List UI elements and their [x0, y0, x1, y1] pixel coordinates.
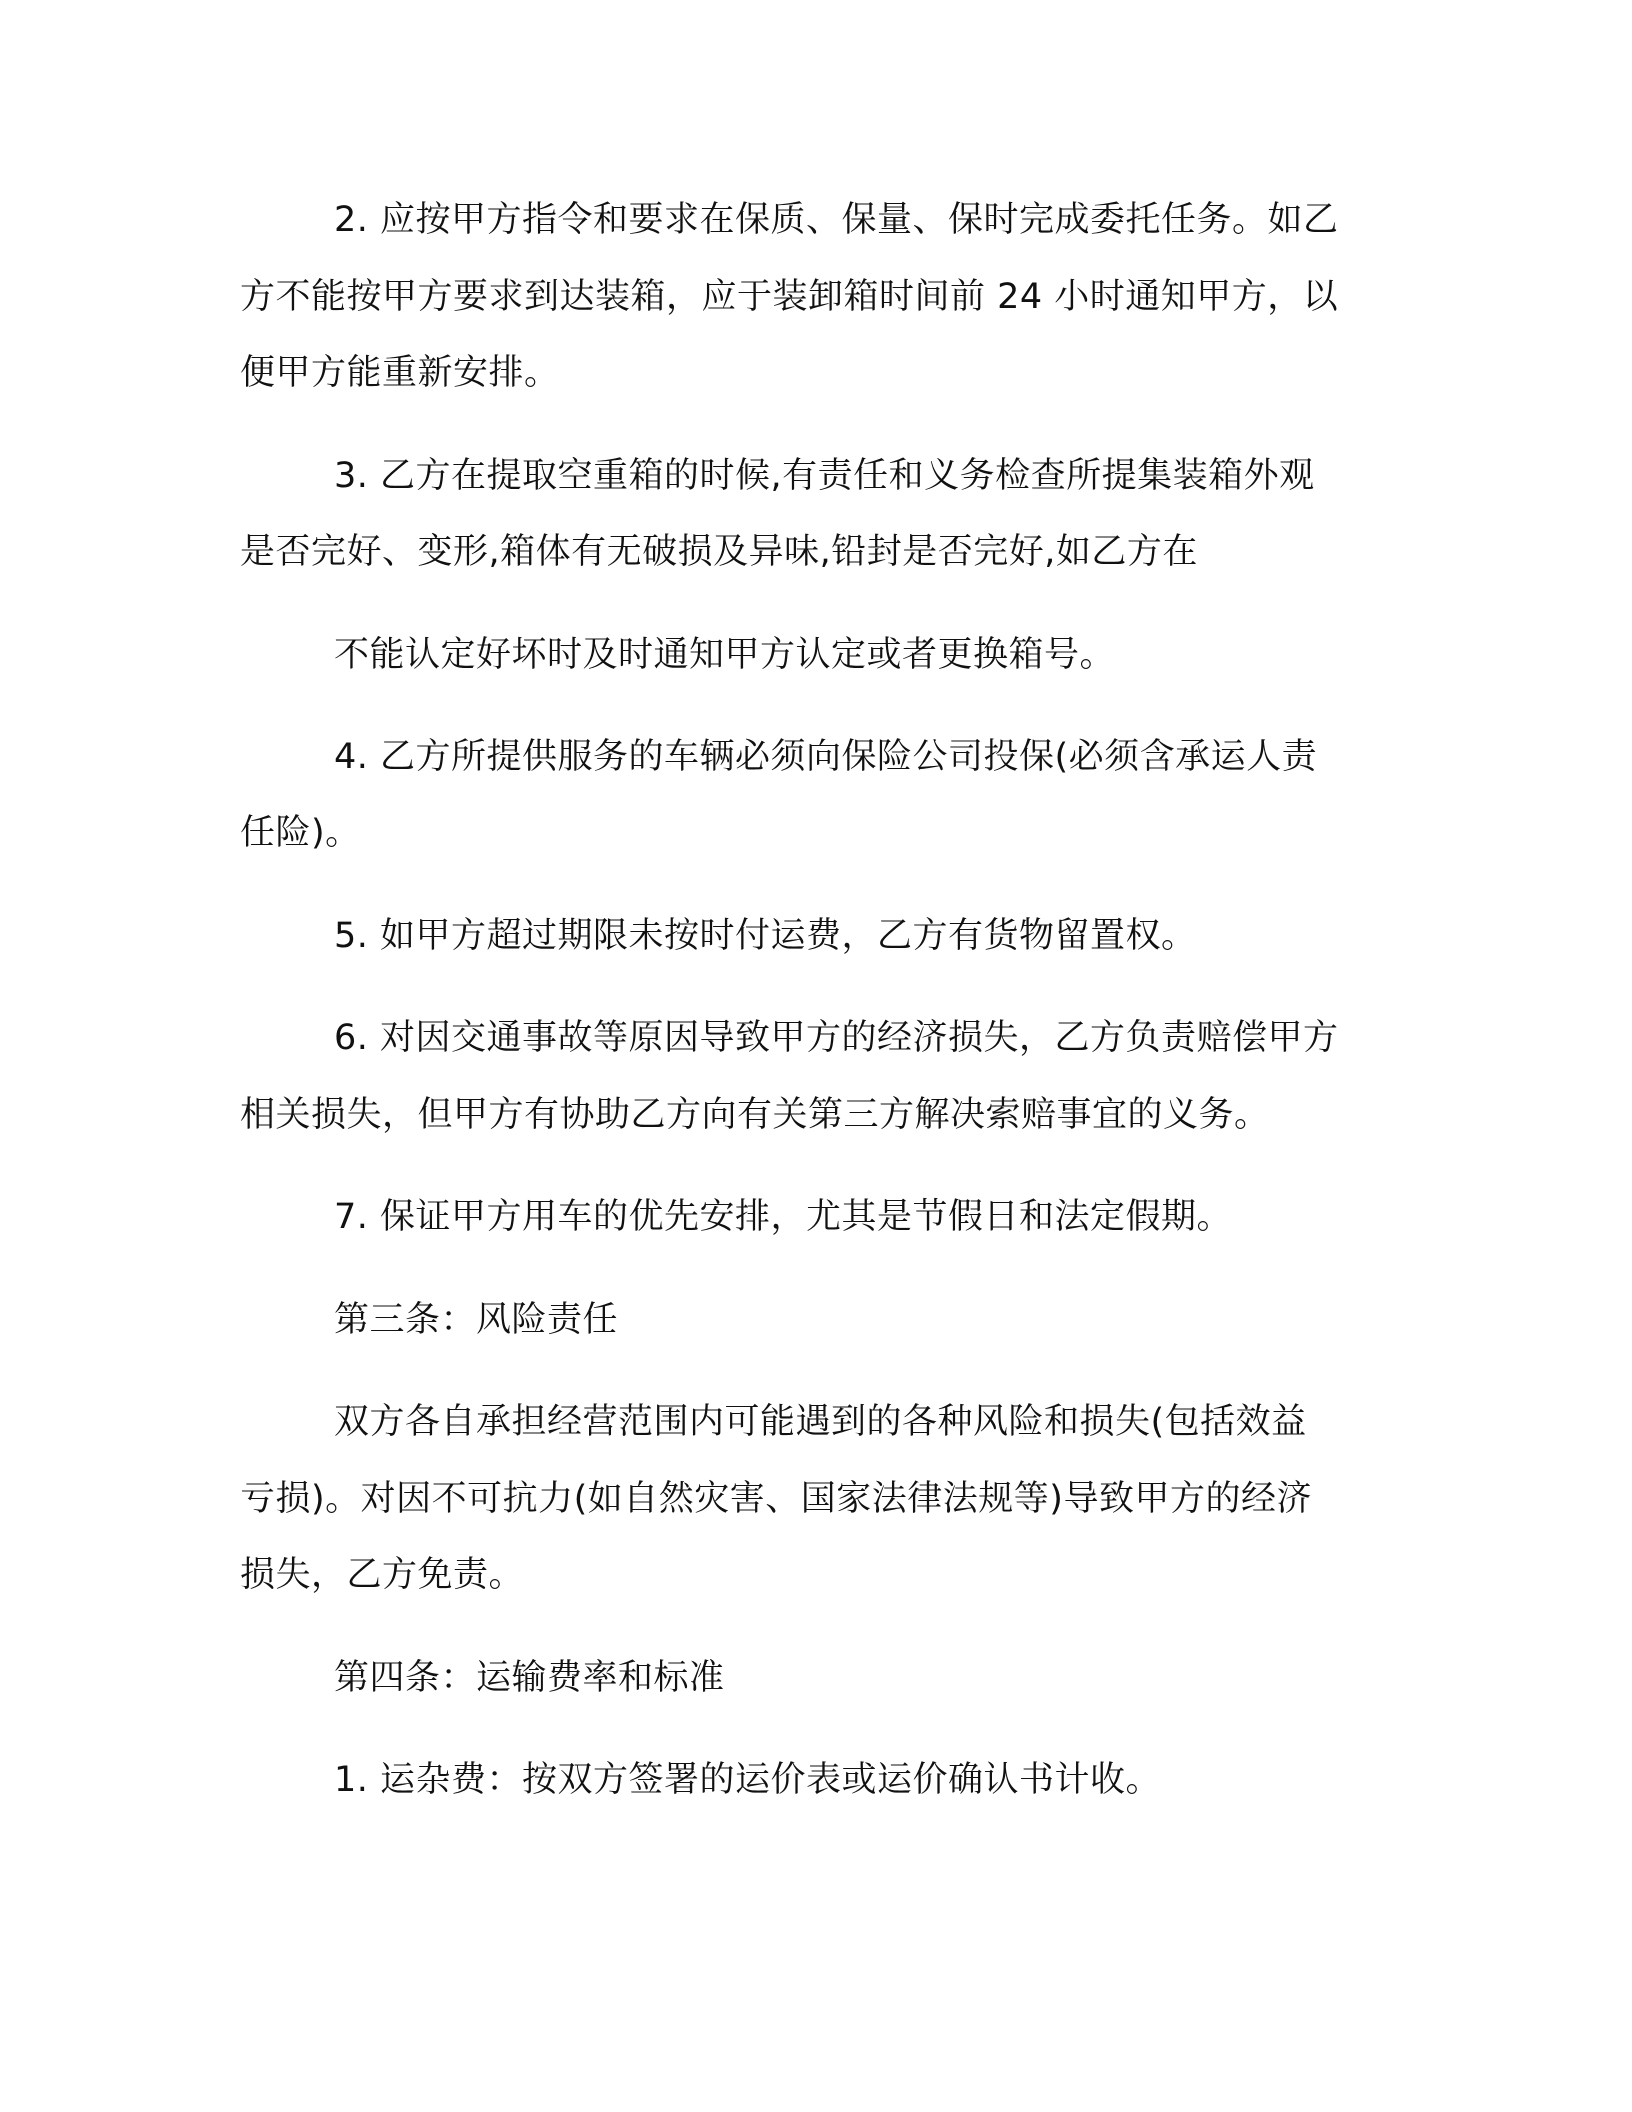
clause-6-line-2: 相关损失，但甲方有协助乙方向有关第三方解决索赔事宜的义务。 — [240, 1095, 1270, 1135]
clause-3-line-1: 3. 乙方在提取空重箱的时候,有责任和义务检查所提集装箱外观 — [334, 456, 1315, 496]
section-3-body-line-2: 亏损)。对因不可抗力(如自然灾害、国家法律法规等)导致甲方的经济 — [240, 1479, 1312, 1519]
section-3-body-line-3: 损失，乙方免责。 — [240, 1555, 525, 1595]
clause-4-line-1: 4. 乙方所提供服务的车辆必须向保险公司投保(必须含承运人责 — [334, 737, 1318, 777]
clause-3-line-3: 不能认定好坏时及时通知甲方认定或者更换箱号。 — [334, 635, 1116, 675]
clause-2-line-1: 2. 应按甲方指令和要求在保质、保量、保时完成委托任务。如乙 — [334, 200, 1339, 240]
clause-2-line-2: 方不能按甲方要求到达装箱，应于装卸箱时间前 24 小时通知甲方，以 — [240, 277, 1339, 317]
section-3-heading: 第三条：风险责任 — [334, 1300, 619, 1340]
clause-6-line-1: 6. 对因交通事故等原因导致甲方的经济损失，乙方负责赔偿甲方 — [334, 1018, 1339, 1058]
section-4-item-1: 1. 运杂费：按双方签署的运价表或运价确认书计收。 — [334, 1760, 1162, 1800]
section-3-body-line-1: 双方各自承担经营范围内可能遇到的各种风险和损失(包括效益 — [334, 1402, 1307, 1442]
clause-5-line-1: 5. 如甲方超过期限未按时付运费，乙方有货物留置权。 — [334, 916, 1197, 956]
clause-2-line-3: 便甲方能重新安排。 — [240, 353, 560, 393]
clause-7-line-1: 7. 保证甲方用车的优先安排，尤其是节假日和法定假期。 — [334, 1197, 1233, 1237]
clause-4-line-2: 任险)。 — [240, 813, 361, 853]
section-4-heading: 第四条：运输费率和标准 — [334, 1658, 725, 1698]
clause-3-line-2: 是否完好、变形,箱体有无破损及异味,铅封是否完好,如乙方在 — [240, 532, 1198, 572]
